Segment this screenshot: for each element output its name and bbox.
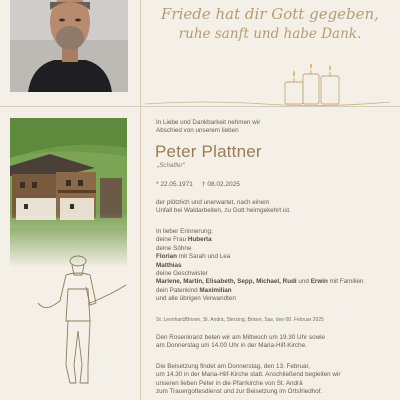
vertical-divider: [140, 0, 141, 400]
godchild-name: Maximilian: [199, 286, 232, 294]
memorial-quote: [150, 4, 390, 44]
funeral-line-2: um 14.30 in der Maria-Hilf-Kirche statt. Anschließend begleiten wir: [156, 371, 341, 379]
sons-heading: deine Söhne: [156, 244, 192, 252]
siblings-heading: deine Geschwister: [156, 270, 208, 278]
funeral-line-4: zum Trauergottesdienst und zur Beisetzung im Ortsfriedhof.: [156, 388, 323, 396]
quote-line-1: Friede hat dir Gott gegeben,: [161, 5, 379, 23]
son2-line: [156, 262, 364, 270]
rosary-line-2: am Donnerstag um 14.00 Uhr in der Maria-Hilf-Kirche.: [156, 342, 307, 350]
rosary-text: [156, 334, 325, 351]
son1-name: Florian: [156, 253, 177, 261]
siblings-names: Marlene, Martin, Elisabeth, Sepp, Michael, Rudi: [156, 278, 297, 286]
portrait-photo: [10, 0, 128, 92]
birth-date: * 22.05.1971: [156, 181, 193, 188]
deceased-name: Peter Plattner: [155, 142, 262, 161]
sibling-last: Erwin: [310, 278, 328, 286]
son1-line: [156, 253, 364, 261]
decorative-wave: [145, 98, 390, 110]
quote-line-2: ruhe sanft und habe Dank.: [178, 26, 362, 42]
other-relatives: und alle übrigen Verwandten: [156, 295, 236, 303]
funeral-line-3: unseren lieben Peter in die Pfarrkirche von St. Andrä: [156, 379, 303, 387]
cause-text: [156, 199, 291, 216]
siblings-and: und: [296, 278, 311, 286]
death-date: † 08.02.2025: [201, 181, 240, 188]
wife-line: [156, 236, 364, 244]
son2-name: Matthias: [156, 261, 182, 269]
mourners-list: [156, 228, 364, 304]
intro-text: [156, 119, 260, 136]
life-dates: [156, 181, 240, 188]
godchild-prefix: dein Patenkind: [156, 286, 200, 294]
intro-line-1: In Liebe und Dankbarkeit nehmen wir: [156, 119, 261, 126]
rosary-line-1: Den Rosenkranz beten wir am Mittwoch um 19.30 Uhr sowie: [156, 334, 326, 341]
cause-line-1: der plötzlich und unerwartet, nach einem: [156, 199, 270, 206]
son1-family: mit Sarah und Lea: [177, 253, 231, 261]
funeral-line-1: Die Beisetzung findet am Donnerstag, den 13. Februar,: [156, 363, 311, 370]
intro-line-2: Abschied von unserem lieben: [156, 127, 239, 135]
siblings-family: mit Familien: [327, 278, 364, 286]
godchild-line: [156, 287, 364, 295]
funeral-text: [156, 363, 340, 397]
cause-line-2: Unfall bei Waldarbeiten, zu Gott heimgekehrt ist.: [156, 207, 291, 215]
memory-heading: In lieber Erinnerung:: [156, 228, 213, 235]
siblings-line: [156, 278, 364, 286]
nickname: „Schaffer“: [157, 162, 185, 169]
place-date: St. Leonhard/Brixen, St. Andrä, Sterzing, Brixen, Sas, den 08. Februar 2025: [156, 317, 324, 323]
wife-prefix: deine Frau: [156, 236, 188, 244]
farmer-sketch: [30, 245, 130, 395]
wife-name: Huberta: [187, 236, 212, 244]
